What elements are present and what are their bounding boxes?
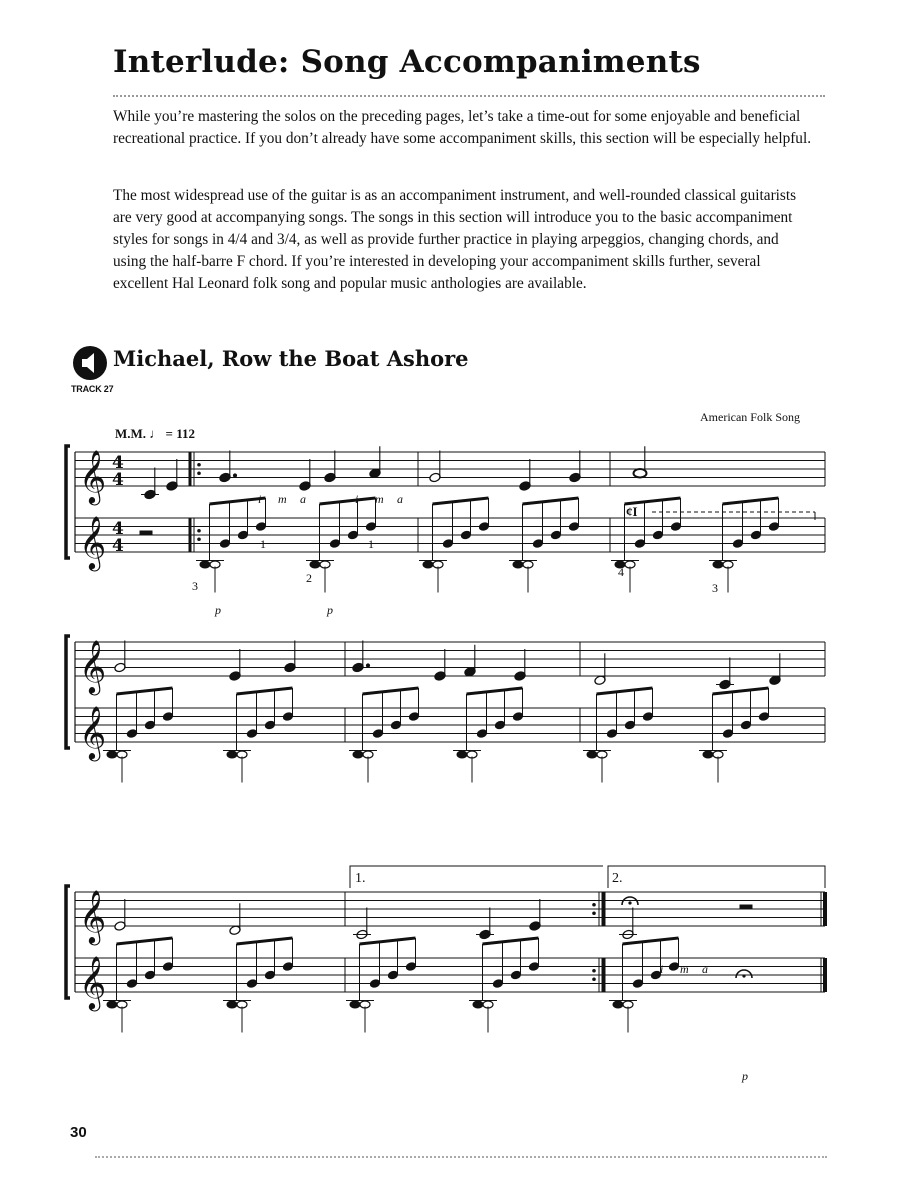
arpeggio-note (606, 729, 617, 739)
arpeggio-note (144, 970, 155, 980)
arpeggio-note (372, 729, 383, 739)
bass-note (423, 561, 433, 568)
final-barline (823, 958, 827, 992)
bass-note (473, 1001, 483, 1008)
arpeggio-note (162, 712, 173, 722)
half-rest (140, 531, 152, 535)
footer-divider (95, 1156, 827, 1158)
arpeggio-note (634, 539, 645, 549)
track-label: TRACK 27 (71, 384, 114, 394)
fingering-m: m (680, 962, 689, 976)
treble-clef: 𝄞 (79, 705, 107, 759)
barre-marking: ¢I (626, 504, 638, 519)
arpeggio-note (219, 539, 230, 549)
fingering-p: p (215, 603, 221, 617)
arpeggio-note (264, 970, 275, 980)
time-signature-bottom: 4 (112, 470, 124, 490)
arpeggio-note (478, 522, 489, 532)
arpeggio-note (282, 712, 293, 722)
beam (237, 688, 293, 694)
treble-clef: 𝄞 (79, 955, 107, 1009)
bass-note (703, 751, 713, 758)
arpeggio-note (510, 970, 521, 980)
beam (623, 938, 679, 944)
fingering-p: p (327, 603, 333, 617)
arpeggio-note (492, 979, 503, 989)
arpeggio-note (668, 962, 679, 972)
arpeggio-note (512, 712, 523, 722)
repeat-dot (197, 537, 201, 541)
beam (320, 498, 376, 504)
fingering-i: i (660, 962, 664, 976)
treble-clef: 𝄞 (79, 889, 107, 943)
arpeggio-note (246, 729, 257, 739)
arpeggio-note (442, 539, 453, 549)
arpeggio-note (732, 539, 743, 549)
treble-clef: 𝄞 (79, 449, 107, 503)
repeat-dot (592, 969, 596, 973)
fingering-a: a (702, 962, 708, 976)
system-bracket (66, 446, 70, 558)
fingering-i: i (258, 492, 262, 506)
arpeggio-note (255, 522, 266, 532)
arpeggio-note (494, 720, 505, 730)
arpeggio-note (365, 522, 376, 532)
bass-note (613, 1001, 623, 1008)
system-bracket (66, 636, 70, 748)
bass-note (107, 751, 117, 758)
finger-number: 1 (260, 537, 266, 551)
fermata-dot (742, 974, 745, 977)
bass-note (227, 1001, 237, 1008)
beam (360, 938, 416, 944)
second-ending-bracket (608, 866, 825, 888)
arpeggio-note (550, 530, 561, 540)
arpeggio-note (528, 962, 539, 972)
page-title: Interlude: Song Accompaniments (113, 44, 701, 80)
beam (237, 938, 293, 944)
arpeggio-note (632, 979, 643, 989)
arpeggio-note (329, 539, 340, 549)
arpeggio-note (390, 720, 401, 730)
beam (713, 688, 769, 694)
system-bracket (66, 886, 70, 998)
beam (363, 688, 419, 694)
tempo-marking: M.M. ♩ = 112 (115, 426, 195, 441)
treble-clef: 𝄞 (79, 639, 107, 693)
time-signature-top: 4 (112, 519, 124, 539)
finger-number: 3 (192, 579, 198, 593)
bass-note (457, 751, 467, 758)
half-rest (740, 905, 752, 909)
arpeggio-note (722, 729, 733, 739)
arpeggio-note (740, 720, 751, 730)
bass-note (713, 561, 723, 568)
final-barline (823, 892, 827, 926)
arpeggio-note (246, 979, 257, 989)
arpeggio-note (282, 962, 293, 972)
dot (366, 664, 369, 667)
arpeggio-note (237, 530, 248, 540)
beam (523, 498, 579, 504)
beam (433, 498, 489, 504)
fingering-i: i (355, 492, 359, 506)
dot (233, 474, 236, 477)
bass-note (513, 561, 523, 568)
whole-note (634, 469, 647, 477)
arpeggio-note (652, 530, 663, 540)
arpeggio-note (750, 530, 761, 540)
bass-note (227, 751, 237, 758)
fingering-m: m (278, 492, 287, 506)
bass-note (353, 751, 363, 758)
arpeggio-note (476, 729, 487, 739)
repeat-dot (197, 471, 201, 475)
page-number: 30 (70, 1124, 87, 1141)
arpeggio-note (532, 539, 543, 549)
arpeggio-note (369, 979, 380, 989)
arpeggio-note (758, 712, 769, 722)
finger-number: 4 (618, 565, 624, 579)
beam (117, 688, 173, 694)
arpeggio-note (126, 729, 137, 739)
repeat-dot (592, 977, 596, 981)
bass-note (587, 751, 597, 758)
bass-note (200, 561, 210, 568)
arpeggio-note (405, 962, 416, 972)
beam (467, 688, 523, 694)
repeat-dot (197, 463, 201, 467)
time-signature-bottom: 4 (112, 536, 124, 556)
arpeggio-note (144, 720, 155, 730)
arpeggio-note (670, 522, 681, 532)
arpeggio-note (768, 522, 779, 532)
bass-note (350, 1001, 360, 1008)
beam (483, 938, 539, 944)
first-ending-label: 1. (355, 871, 366, 886)
treble-clef: 𝄞 (79, 515, 107, 569)
bass-note (107, 1001, 117, 1008)
arpeggio-note (264, 720, 275, 730)
repeat-dot (592, 911, 596, 915)
first-ending-bracket (350, 866, 603, 888)
arpeggio-note (408, 712, 419, 722)
finger-number: 2 (306, 571, 312, 585)
composer-credit: American Folk Song (700, 410, 800, 424)
finger-number: 1 (368, 537, 374, 551)
bass-note (310, 561, 320, 568)
fermata-dot (628, 901, 631, 904)
arpeggio-note (387, 970, 398, 980)
arpeggio-note (126, 979, 137, 989)
arpeggio-note (460, 530, 471, 540)
intro-paragraph-2: The most widespread use of the guitar is as an accompaniment instrument, and well-rounded classical guitarists are very good at accompanying songs. The songs in this section will introduce you to the basic accompaniment styles for songs in 4/4 and 3/4, as well as provide further practice in playing arpeggios, changing chords, and using the half-barre F chord. If you’re interested in developing your accompaniment skills further, several excellent Hal Leonard folk song and popular music anthologies are available. (113, 187, 797, 292)
fingering-p: p (742, 1069, 748, 1083)
arpeggio-note (347, 530, 358, 540)
arpeggio-note (162, 962, 173, 972)
arpeggio-note (642, 712, 653, 722)
beam (117, 938, 173, 944)
fingering-a: a (397, 492, 403, 506)
beam (597, 688, 653, 694)
fingering-a: a (300, 492, 306, 506)
time-signature-top: 4 (112, 453, 124, 473)
arpeggio-note (624, 720, 635, 730)
song-title: Michael, Row the Boat Ashore (113, 346, 469, 371)
repeat-dot (592, 903, 596, 907)
second-ending-label: 2. (612, 871, 623, 886)
fingering-m: m (375, 492, 384, 506)
arpeggio-note (568, 522, 579, 532)
finger-number: 3 (712, 581, 718, 595)
beam (723, 498, 779, 504)
intro-paragraph-1: While you’re mastering the solos on the preceding pages, let’s take a time-out for some enjoyable and beneficial recreational practice. If you don’t already have some accompaniment skills, this section will be especially helpful. (113, 108, 812, 147)
repeat-dot (197, 529, 201, 533)
